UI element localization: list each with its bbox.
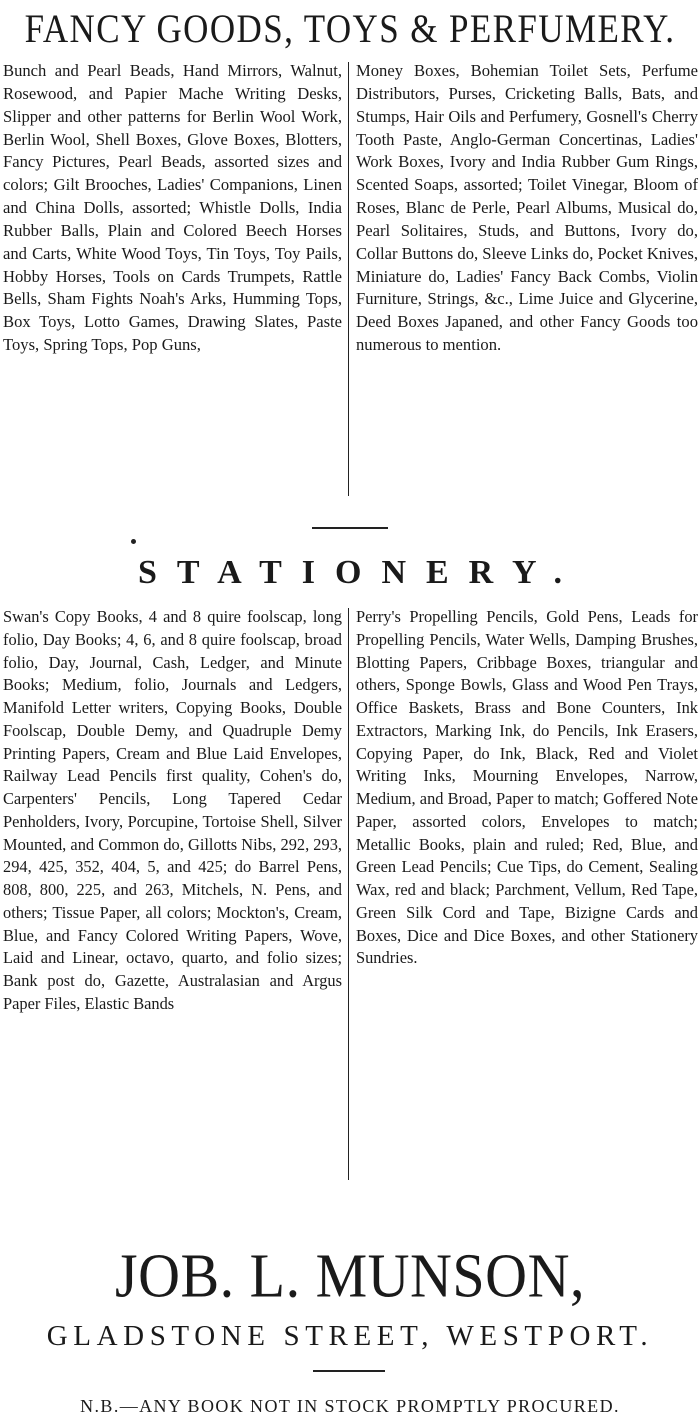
stationery-heading: STATIONERY. [138,554,582,591]
section-divider [313,1370,385,1372]
column-divider [348,62,349,496]
stationery-right-column: Perry's Propelling Pencils, Gold Pens, Leads for Propelling Pencils, Water Wells, Damping Brushes, Blotting Papers, Cribbage Boxes, triangular and others, Sponge Bowls, Glass and Wood Pen Trays, Office Baskets, Brass and Bone Counters, Ink Extractors, Marking Ink, do Pencils, Ink Erasers, Copying Paper, do Ink, Black, Red and Violet Writing Inks, Mourning Envelopes, Narrow, Medium, and Broad, Paper to match; Goffered Note Paper, assorted colors, Envelopes to match; Metallic Books, plain and ruled; Red, Blue, and Green Lead Pencils; Cue Tips, do Cement, Sealing Wax, red and black; Parchment, Vellum, Red Tape, Green Silk Cord and Tape, Bizigne Cards and Boxes, Dice and Dice Boxes, and other Stationery Sundries. [356,607,698,968]
fancy-goods-heading: FANCY GOODS, TOYS & PERFUMERY. [24,5,676,52]
stationery-columns [0,606,700,1181]
advertiser-address: GLADSTONE STREET, WESTPORT. [46,1320,654,1352]
fancy-goods-right-column: Money Boxes, Bohemian Toilet Sets, Perfume Distributors, Purses, Cricketing Balls, Bats, and Stumps, Hair Oils and Perfumery, Gosnell's Cherry Tooth Paste, Anglo-German Concertinas, Ladies' Work Boxes, Ivory and India Rubber Gum Rings, Scented Soaps, assorted; Toilet Vinegar, Bloom of Roses, Blanc de Perle, Pearl Albums, Musical do, Pearl Solitaires, Studs, and Buttons, Ivory do, Collar Buttons do, Sleeve Links do, Pocket Knives, Miniature do, Ladies' Fancy Back Combs, Violin Furniture, Strings, &c., Lime Juice and Glycerine, Deed Boxes Japaned, and other Fancy Goods too numerous to mention. [356,61,698,355]
column-divider [348,608,349,1180]
stationery-left-column: Swan's Copy Books, 4 and 8 quire foolscap, long folio, Day Books; 4, 6, and 8 quire foolscap, broad folio, Day, Journal, Cash, Ledger, and Minute Books; Medium, folio, Journals and Ledgers, Manifold Letter writers, Copying Books, Double Foolscap, Double Demy, and Quadruple Demy Printing Papers, Cream and Blue Laid Envelopes, Railway Lead Pencils first quality, Cohen's do, Carpenters' Pencils, Long Tapered Cedar Penholders, Ivory, Porcupine, Tortoise Shell, Silver Mounted, and Common do, Gillotts Nibs, 292, 293, 294, 425, 352, 404, 5, and 425; do Barrel Pens, 808, 800, 225, and 263, Mitchels, N. Pens, and others; Tissue Paper, all colors; Mockton's, Cream, Blue, and Fancy Colored Writing Papers, Wove, Laid and Linear, octavo, quarto, and folio sizes; Bank post do, Gazette, Australasian and Argus Paper Files, Elastic Bands [3,607,342,1013]
ink-dot [131,539,136,544]
fancy-goods-left-column: Bunch and Pearl Beads, Hand Mirrors, Walnut, Rosewood, and Papier Mache Writing Desks, Slipper and other patterns for Berlin Wool Work, Berlin Wool, Shell Boxes, Glove Boxes, Blotters, Fancy Pictures, Pearl Beads, assorted sizes and colors; Gilt Brooches, Ladies' Companions, Linen and China Dolls, assorted; Whistle Dolls, India Rubber Balls, Plain and Colored Beech Horses and Carts, White Wood Toys, Tin Toys, Toy Pails, Hobby Horses, Tools on Cards Trumpets, Rattle Bells, Sham Fights Noah's Arks, Humming Tops, Box Toys, Lotto Games, Drawing Slates, Paste Toys, Spring Tops, Pop Guns, [3,61,342,355]
section-divider [312,527,388,529]
fancy-goods-columns [0,60,700,500]
nota-bene-note: N.B.—ANY BOOK NOT IN STOCK PROMPTLY PROCURED. [80,1396,620,1416]
advertiser-name: JOB. L. MUNSON, [115,1240,585,1311]
